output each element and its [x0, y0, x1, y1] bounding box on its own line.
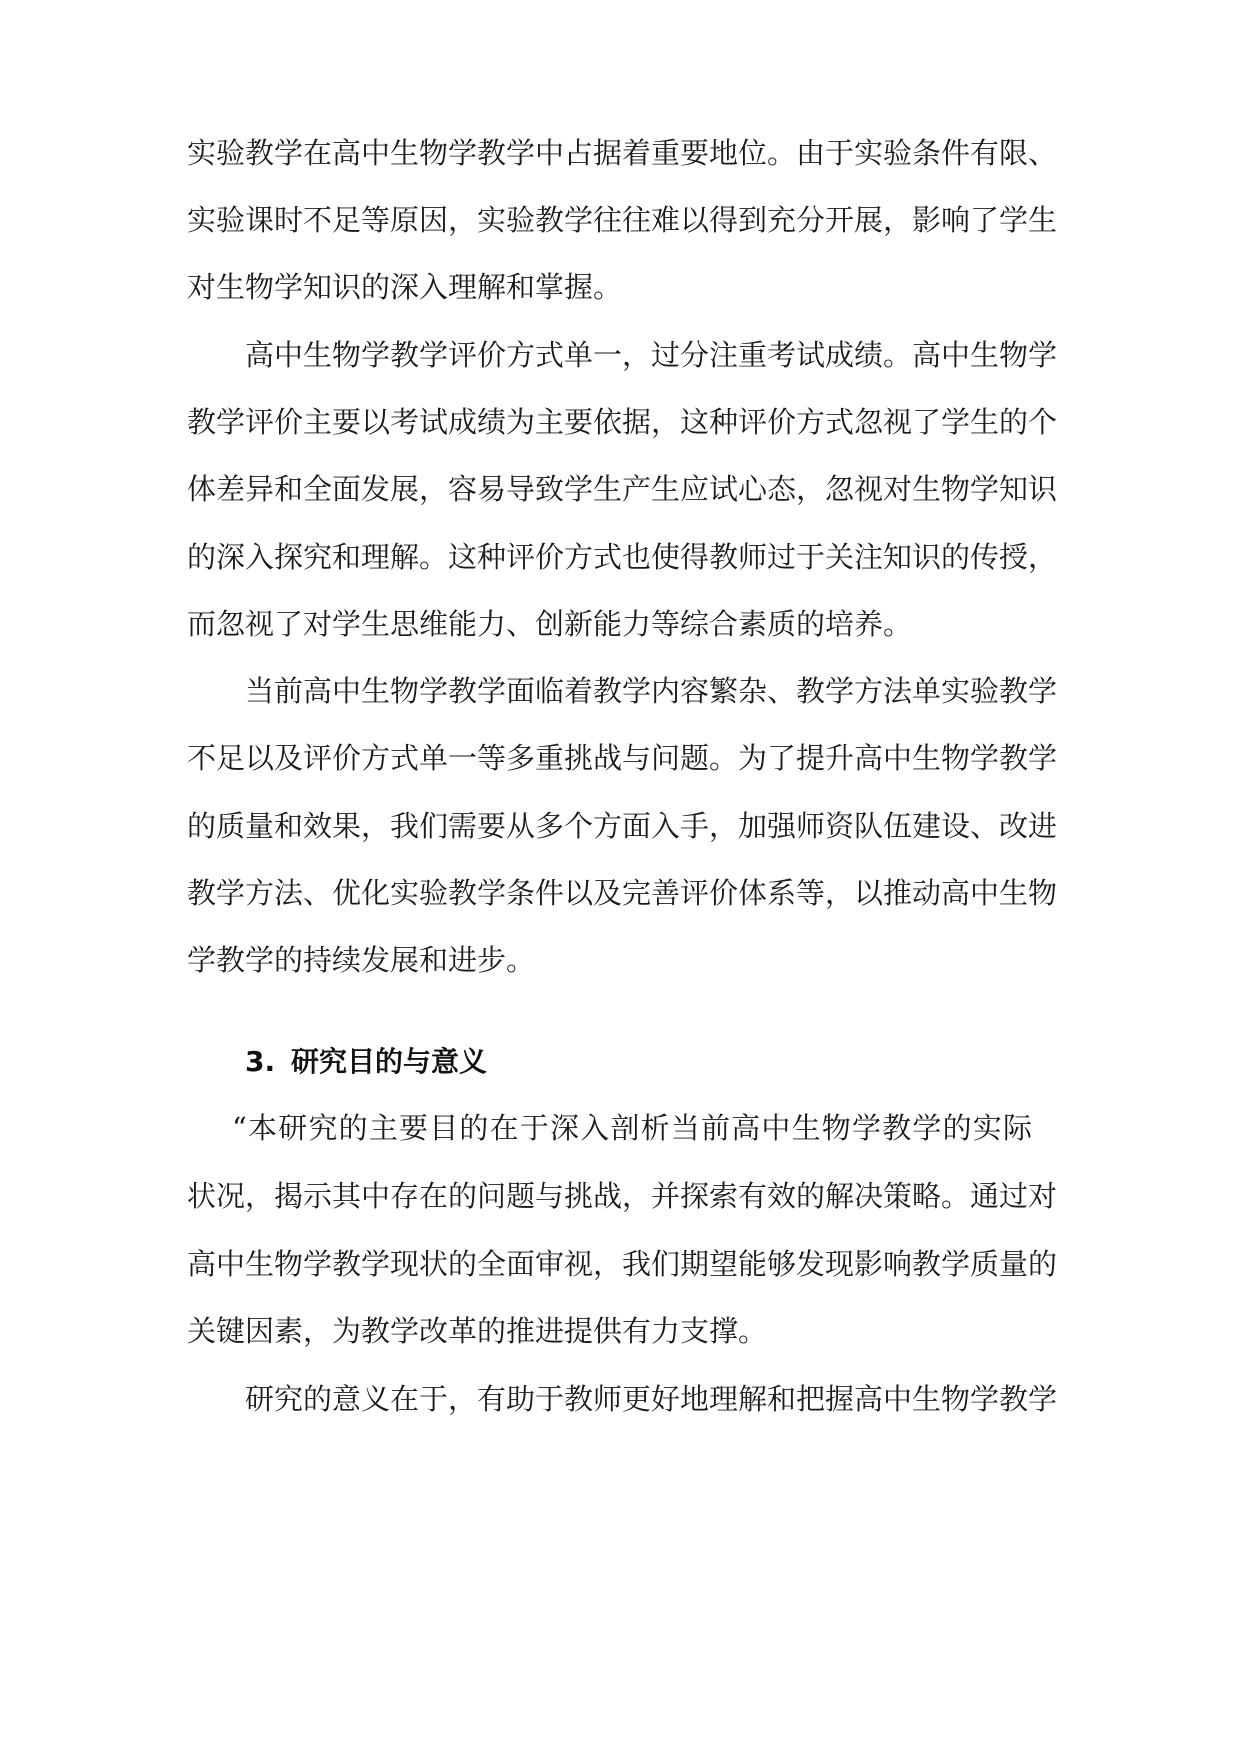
paragraph-3-line-3: 的质量和效果，我们需要从多个方面入手，加强师资队伍建设、改进: [187, 809, 1058, 843]
paragraph-1-line-2: 实验课时不足等原因，实验教学往往难以得到充分开展，影响了学生: [187, 203, 1058, 237]
paragraph-2-line-5: 而忽视了对学生思维能力、创新能力等综合素质的培养。: [187, 607, 913, 641]
paragraph-4-line-2: 状况，揭示其中存在的问题与挑战，并探索有效的解决策略。通过对: [187, 1179, 1058, 1213]
paragraph-4-line-3: 高中生物学教学现状的全面审视，我们期望能够发现影响教学质量的: [187, 1247, 1058, 1281]
section-heading: [245, 1042, 487, 1082]
paragraph-3-line-1: 当前高中生物学教学面临着教学内容繁杂、教学方法单实验教学: [245, 674, 1058, 708]
paragraph-2-line-3: 体差异和全面发展，容易导致学生产生应试心态，忽视对生物学知识: [187, 472, 1058, 506]
paragraph-3-line-5: 学教学的持续发展和进步。: [187, 943, 536, 977]
paragraph-4-line-4: 关键因素，为教学改革的推进提供有力支撑。: [187, 1314, 768, 1348]
paragraph-2-line-2: 教学评价主要以考试成绩为主要依据，这种评价方式忽视了学生的个: [187, 405, 1058, 439]
paragraph-1-line-1: 实验教学在高中生物学教学中占据着重要地位。由于实验条件有限、: [187, 136, 1058, 170]
paragraph-4-line-1: “本研究的主要目的在于深入剖析当前高中生物学教学的实际: [232, 1111, 1032, 1145]
paragraph-5-line-1: 研究的意义在于，有助于教师更好地理解和把握高中生物学教学: [245, 1382, 1058, 1416]
paragraph-3-line-4: 教学方法、优化实验教学条件以及完善评价体系等，以推动高中生物: [187, 876, 1058, 910]
section-number: 3.: [245, 1045, 276, 1078]
paragraph-1-line-3: 对生物学知识的深入理解和掌握。: [187, 270, 623, 304]
paragraph-3-line-2: 不足以及评价方式单一等多重挑战与问题。为了提升高中生物学教学: [187, 741, 1058, 775]
paragraph-2-line-1: 高中生物学教学评价方式单一，过分注重考试成绩。高中生物学: [245, 338, 1058, 372]
paragraph-2-line-4: 的深入探究和理解。这种评价方式也使得教师过于关注知识的传授，: [187, 540, 1058, 574]
section-title: 研究目的与意义: [291, 1045, 488, 1078]
